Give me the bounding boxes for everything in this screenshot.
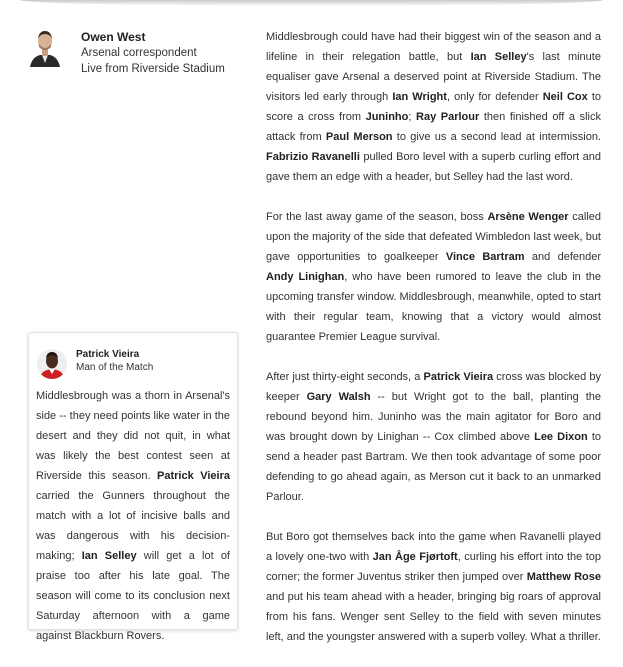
text-run: to score a cross from (266, 91, 601, 123)
text-run: will get a lot of praise too after his late goal. The season will come to its conclusion next Saturday afternoon with a game against Blackburn Rovers. (36, 550, 230, 642)
mom-avatar (37, 349, 67, 379)
text-run: cross was blocked by keeper (266, 371, 601, 403)
player-name: Ian Wright (392, 91, 447, 103)
player-name: Ian Selley (470, 51, 527, 63)
mom-title: Man of the Match (76, 362, 154, 373)
author-avatar (28, 27, 62, 67)
text-run: and put his team ahead with a header, bringing big roars of approval from his fans. Wenger sent Selley to the field with seven minutes left, and the youngster answered with a superb volley. What a thriller. (266, 591, 601, 643)
text-run: , only for defender (446, 91, 543, 103)
player-name: Ian Selley (81, 550, 137, 562)
report-paragraph (266, 27, 601, 187)
mom-player-name: Patrick Vieira (76, 349, 140, 360)
author-role: Arsenal correspondent (81, 47, 197, 59)
player-name: Lee Dixon (534, 431, 588, 443)
report-paragraph (266, 367, 601, 507)
text-run: 's last minute equaliser gave Arsenal a deserved point at Riverside Stadium. The visitors led early through (266, 51, 601, 103)
text-run: Middlesbrough could have had their biggest win of the season and a lifeline in their relegation battle, but (266, 31, 601, 63)
text-run: Middlesbrough was a thorn in Arsenal's side -- they need points like water in the desert and they did not quit, in what was likely the best contest seen at Riverside this season. (36, 390, 230, 482)
text-run: called upon the majority of the side that defeated Wimbledon last week, but gave opportunities to goalkeeper (266, 211, 601, 263)
text-run: , curling his effort into the top corner; the former Juventus striker then jumped over (266, 551, 601, 583)
author-name: Owen West (81, 30, 146, 44)
text-run: to send a header past Bartram. We then took advantage of some poor defending to go ahead again, as Merson cut it back to an unmarked Parlour. (266, 431, 601, 503)
player-name: Paul Merson (325, 131, 393, 143)
mom-summary (36, 386, 230, 646)
player-name: Fabrizio Ravanelli (266, 151, 360, 163)
report-paragraph (266, 527, 601, 647)
text-run: pulled Boro level with a superb curling effort and gave them an edge with a header, but Selley had the last word. (266, 151, 601, 183)
player-name: Vince Bartram (445, 251, 525, 263)
text-run: For the last away game of the season, boss (266, 211, 488, 223)
player-name: Andy Linighan (266, 271, 345, 283)
text-run: -- but Wright got to the ball, planting the rebound beyond him. Juninho was the main agitator for Boro and was brought down by Linighan -- Cox climbed above (266, 391, 601, 443)
top-divider (20, 0, 603, 6)
mom-header (37, 348, 232, 382)
text-run: then finished off a slick attack from (266, 111, 601, 143)
player-name: Juninho (365, 111, 409, 123)
player-name: Arsène Wenger (487, 211, 569, 223)
player-name: Neil Cox (542, 91, 588, 103)
player-name: Ray Parlour (416, 111, 480, 123)
player-name: Jan Åge Fjørtoft (372, 551, 458, 563)
text-run: to give us a second lead at intermission. (392, 131, 601, 143)
player-name: Matthew Rose (526, 571, 601, 583)
author-byline (28, 27, 248, 77)
match-report (266, 27, 601, 667)
text-run: and defender (524, 251, 602, 263)
player-name: Gary Walsh (306, 391, 371, 403)
text-run: After just thirty-eight seconds, a (266, 371, 424, 383)
author-location: Live from Riverside Stadium (81, 63, 225, 75)
text-run: ; (408, 111, 417, 123)
text-run: , who have been rumored to leave the club in the upcoming transfer window. Middlesbrough, meanwhile, opted to start with their regular team, knowing that a victory would almost guarantee Premier League survival. (266, 271, 602, 343)
man-of-the-match-card (28, 332, 238, 642)
player-name: Patrick Vieira (157, 470, 230, 482)
text-run: carried the Gunners throughout the match with a lot of incisive balls and was dangerous with his decision-making; (36, 490, 230, 562)
player-name: Patrick Vieira (423, 371, 494, 383)
report-paragraph (266, 207, 601, 347)
text-run: But Boro got themselves back into the game when Ravanelli played a lovely one-two with (266, 531, 601, 563)
